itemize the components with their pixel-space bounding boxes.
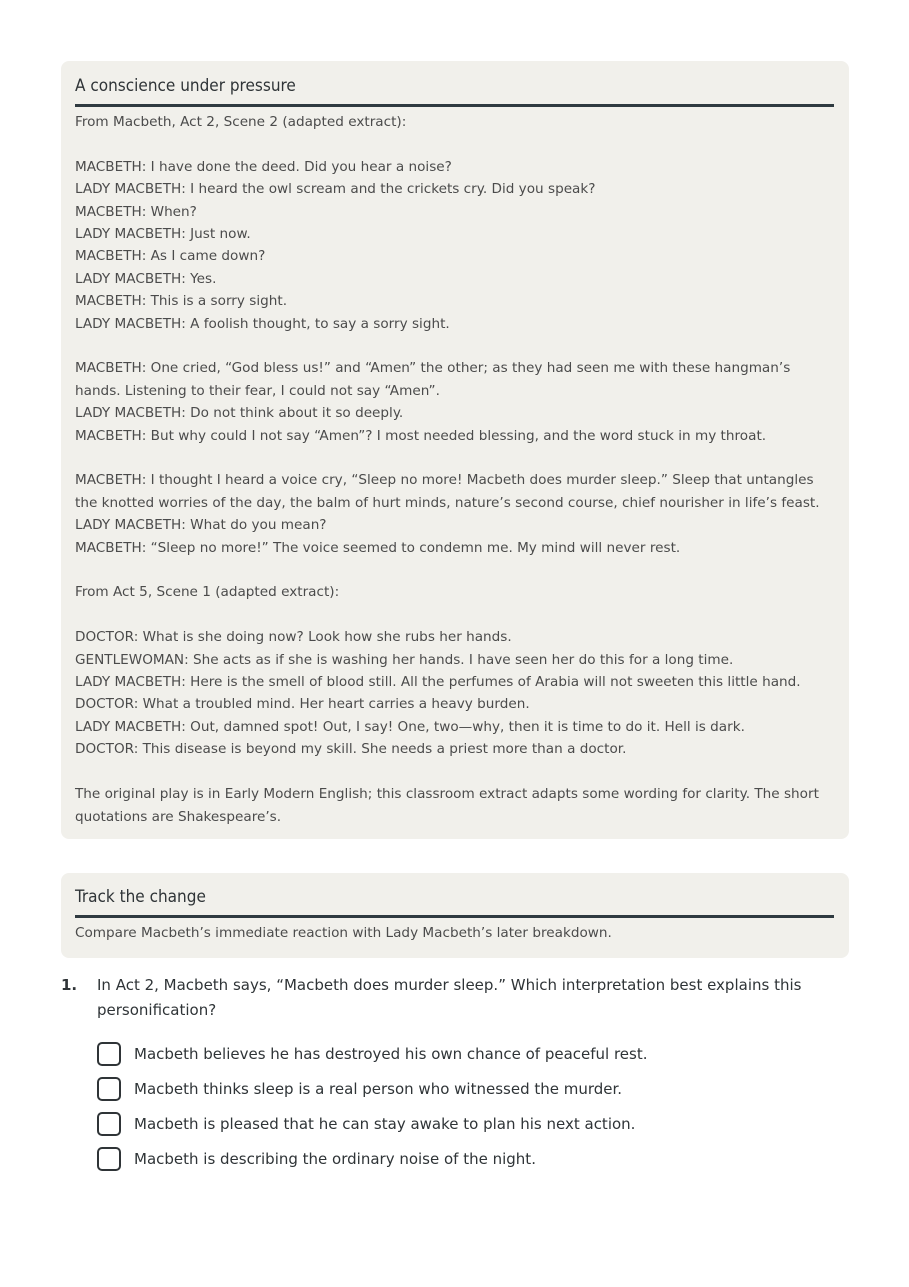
answer-option[interactable] — [97, 1071, 837, 1106]
extract-line: MACBETH: I thought I heard a voice cry, “Sleep no more! Macbeth does murder sleep.” Sleep that untangles the knotted worries of the day, the balm of hurt minds, nature’s second course, chief nourisher in life’s feast. — [75, 472, 820, 511]
track-card-title: Track the change — [75, 887, 206, 907]
extract-line: MACBETH: But why could I not say “Amen”? I most needed blessing, and the word stuck in my throat. — [75, 427, 767, 444]
answer-option[interactable] — [97, 1141, 837, 1176]
track-change-card — [61, 873, 849, 958]
source-card-divider — [75, 104, 834, 107]
source-card-title: A conscience under pressure — [75, 76, 296, 96]
extract-line: LADY MACBETH: What do you mean? — [75, 517, 327, 534]
extract-line: LADY MACBETH: Yes. — [75, 270, 217, 287]
paragraph-gap — [75, 761, 834, 783]
checkbox[interactable] — [97, 1077, 121, 1101]
extract-line: LADY MACBETH: Just now. — [75, 226, 251, 243]
answer-option-label: Macbeth thinks sleep is a real person who witnessed the murder. — [134, 1079, 623, 1098]
track-card-divider — [75, 915, 834, 918]
extract-line: DOCTOR: What is she doing now? Look how she rubs her hands. — [75, 629, 512, 646]
extract-line: MACBETH: This is a sorry sight. — [75, 293, 288, 310]
extract-line: MACBETH: I have done the deed. Did you hear a noise? — [75, 158, 452, 175]
track-card-text: Compare Macbeth’s immediate reaction with Lady Macbeth’s later breakdown. — [75, 925, 612, 941]
extract-line: DOCTOR: This disease is beyond my skill. She needs a priest more than a doctor. — [75, 741, 627, 758]
extract-note: The original play is in Early Modern English; this classroom extract adapts some wording for clarity. The short quotations are Shakespeare’s. — [75, 786, 819, 825]
extract-line: MACBETH: “Sleep no more!” The voice seemed to condemn me. My mind will never rest. — [75, 539, 681, 556]
extract-line: LADY MACBETH: Do not think about it so deeply. — [75, 405, 404, 422]
extract-line: MACBETH: One cried, “God bless us!” and “Amen” the other; as they had seen me with these hangman’s hands. Listening to their fear, I could not say “Amen”. — [75, 360, 791, 399]
checkbox[interactable] — [97, 1147, 121, 1171]
extract-line: GENTLEWOMAN: She acts as if she is washing her hands. I have seen her do this for a long time. — [75, 651, 734, 668]
extract-line: LADY MACBETH: Here is the smell of blood still. All the perfumes of Arabia will not sweeten this little hand. — [75, 674, 801, 691]
source-extract-text — [75, 111, 834, 828]
extract-line: LADY MACBETH: Out, damned spot! Out, I say! One, two—why, then it is time to do it. Hell is dark. — [75, 718, 745, 735]
extract-line: From Act 5, Scene 1 (adapted extract): — [75, 584, 340, 601]
source-extract-card — [61, 61, 849, 839]
paragraph-gap — [75, 447, 834, 469]
answer-option-label: Macbeth believes he has destroyed his own chance of peaceful rest. — [134, 1044, 648, 1063]
question-prompt: In Act 2, Macbeth says, “Macbeth does murder sleep.” Which interpretation best explains this personification? — [97, 976, 802, 1019]
answer-option-label: Macbeth is pleased that he can stay awake to plan his next action. — [134, 1114, 636, 1133]
paragraph-gap — [75, 133, 834, 155]
extract-line: From Macbeth, Act 2, Scene 2 (adapted extract): — [75, 114, 407, 130]
question-number: 1. — [61, 976, 78, 994]
answer-option[interactable] — [97, 1036, 837, 1071]
paragraph-gap — [75, 559, 834, 581]
extract-line: MACBETH: When? — [75, 203, 197, 220]
paragraph-gap — [75, 335, 834, 357]
answer-option-label: Macbeth is describing the ordinary noise of the night. — [134, 1149, 536, 1168]
answer-option[interactable] — [97, 1106, 837, 1141]
extract-line: MACBETH: As I came down? — [75, 248, 266, 265]
extract-line: LADY MACBETH: A foolish thought, to say a sorry sight. — [75, 315, 450, 332]
extract-line: LADY MACBETH: I heard the owl scream and the crickets cry. Did you speak? — [75, 181, 596, 198]
checkbox[interactable] — [97, 1112, 121, 1136]
answer-options — [97, 1036, 837, 1176]
extract-line: DOCTOR: What a troubled mind. Her heart carries a heavy burden. — [75, 696, 530, 713]
checkbox[interactable] — [97, 1042, 121, 1066]
paragraph-gap — [75, 604, 834, 626]
